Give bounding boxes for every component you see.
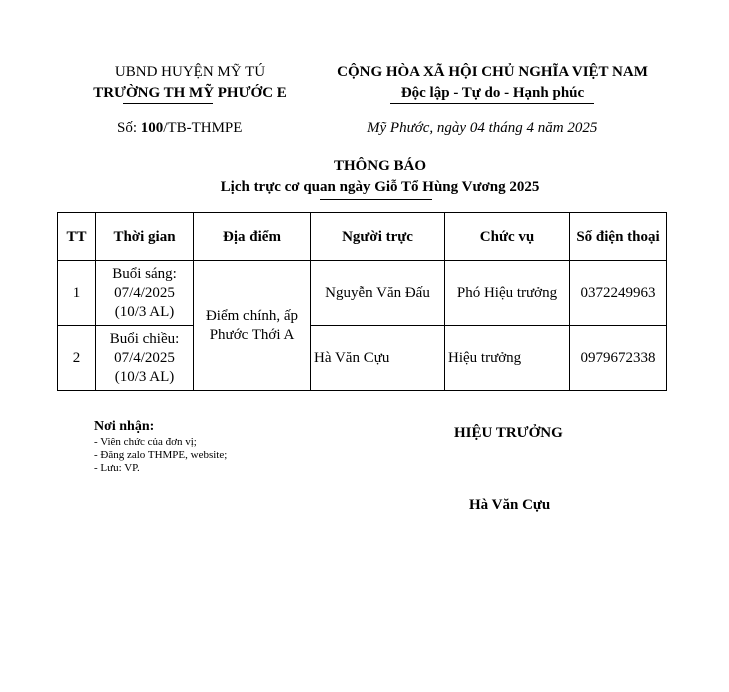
document-number-suffix: /TB-THMPE xyxy=(163,120,243,136)
document-number-value: 100 xyxy=(140,120,164,136)
header-tt: TT xyxy=(58,213,96,261)
agency-name: UBND HUYỆN MỸ TÚ xyxy=(114,64,266,80)
recipients-label: Nơi nhận: xyxy=(94,419,155,434)
cell-person: Hà Văn Cựu xyxy=(311,326,445,391)
time-lunar: (10/3 AL) xyxy=(114,303,175,320)
school-underline xyxy=(123,103,213,104)
table-header-row xyxy=(58,213,667,261)
header-time: Thời gian xyxy=(96,213,194,261)
recipients-list xyxy=(94,436,227,475)
cell-position: Hiệu trưởng xyxy=(445,326,570,391)
cell-time xyxy=(96,261,194,326)
cell-tt: 2 xyxy=(58,326,96,391)
title-underline xyxy=(320,199,432,200)
document-number-prefix: Số: xyxy=(117,120,141,136)
time-lunar: (10/3 AL) xyxy=(114,368,175,385)
document-number xyxy=(117,120,242,137)
cell-location: Điểm chính, ấp Phước Thới A xyxy=(194,261,311,391)
cell-tt: 1 xyxy=(58,261,96,326)
header-right xyxy=(310,62,675,104)
title-main: THÔNG BÁO xyxy=(333,158,427,174)
motto: Độc lập - Tự do - Hạnh phúc xyxy=(400,85,585,101)
header-left xyxy=(70,62,310,104)
country-name: CỘNG HÒA XÃ HỘI CHỦ NGHĨA VIỆT NAM xyxy=(337,64,648,80)
cell-position: Phó Hiệu trưởng xyxy=(445,261,570,326)
header-person: Người trực xyxy=(311,213,445,261)
signature-name: Hà Văn Cựu xyxy=(469,497,551,513)
time-session: Buổi chiều: xyxy=(109,330,180,347)
document-title xyxy=(190,156,570,198)
header-position: Chức vụ xyxy=(445,213,570,261)
time-date: 07/4/2025 xyxy=(114,284,175,301)
document-date: Mỹ Phước, ngày 04 tháng 4 năm 2025 xyxy=(367,120,598,136)
list-item: - Viên chức của đơn vị; xyxy=(94,436,197,448)
cell-phone: 0372249963 xyxy=(570,261,667,326)
signature-title: HIỆU TRƯỞNG xyxy=(454,425,563,441)
school-name: TRƯỜNG TH MỸ PHƯỚC E xyxy=(93,85,287,101)
cell-phone: 0979672338 xyxy=(570,326,667,391)
table-row xyxy=(58,261,667,326)
header-location: Địa điểm xyxy=(194,213,311,261)
list-item: - Đăng zalo THMPE, website; xyxy=(94,449,228,461)
table-row xyxy=(58,326,667,391)
cell-time xyxy=(96,326,194,391)
time-date: 07/4/2025 xyxy=(114,349,175,366)
list-item: - Lưu: VP. xyxy=(94,462,140,474)
motto-underline xyxy=(390,103,594,104)
title-sub: Lịch trực cơ quan ngày Giỗ Tổ Hùng Vương 2025 xyxy=(220,179,540,195)
time-session: Buổi sáng: xyxy=(112,265,177,282)
duty-schedule-table xyxy=(57,212,667,391)
header-phone: Số điện thoại xyxy=(570,213,667,261)
cell-person: Nguyễn Văn Đấu xyxy=(311,261,445,326)
